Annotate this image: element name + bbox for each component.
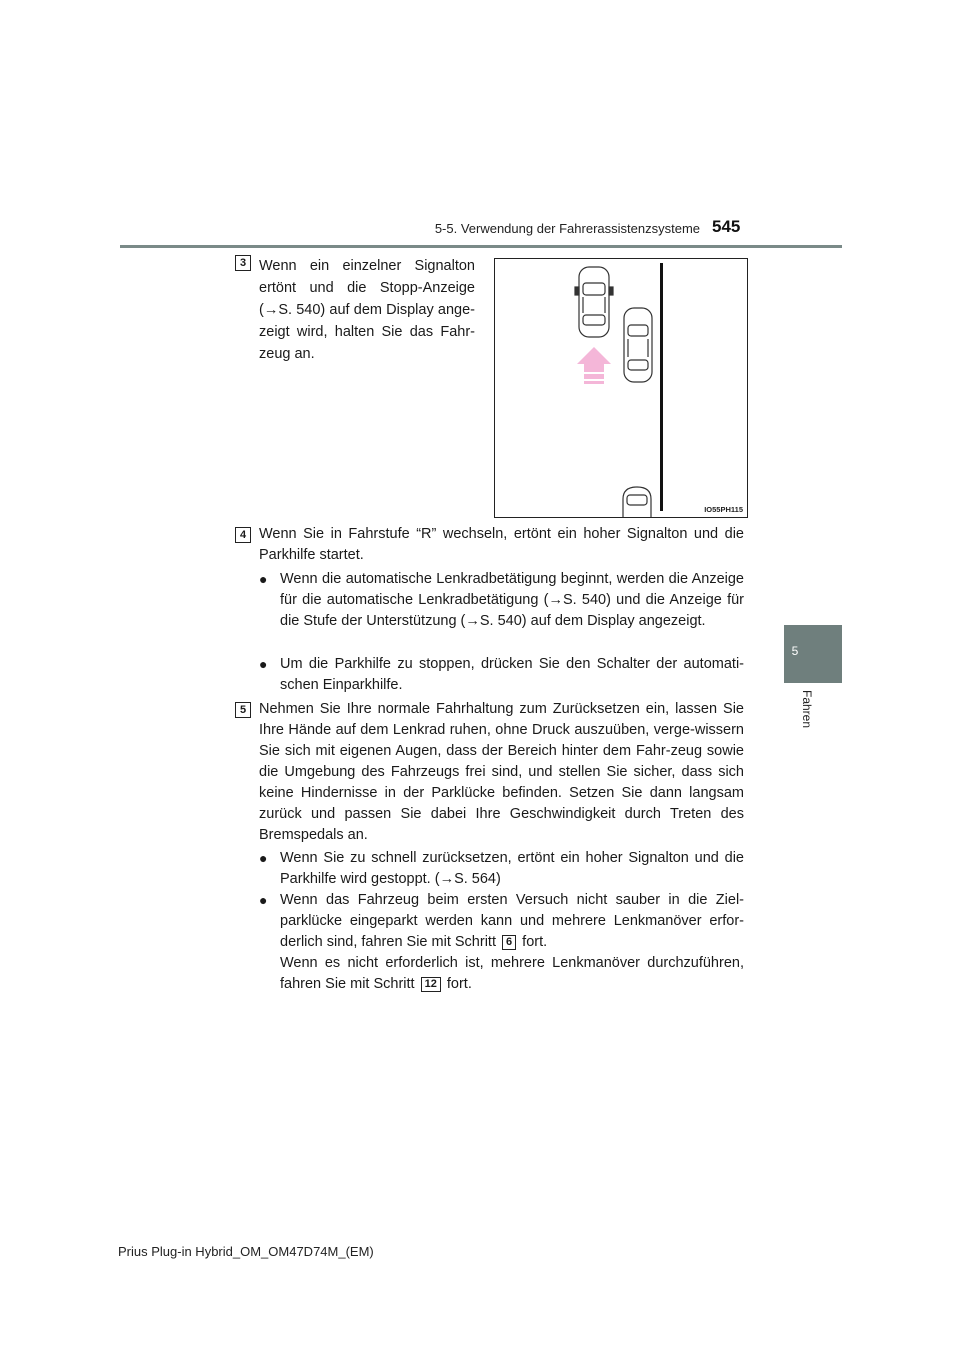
parking-lane-line: [660, 263, 663, 511]
bullet-icon: ●: [259, 571, 268, 587]
footer-doc-id: Prius Plug-in Hybrid_OM_OM47D74M_(EM): [118, 1244, 374, 1259]
step-4-text: Wenn Sie in Fahrstufe “R” wechseln, ertönt ein hoher Signalton und die Parkhilfe startet.: [259, 526, 744, 563]
chapter-number: 5: [791, 644, 799, 658]
own-car-icon: [575, 267, 613, 337]
step-3-text: Wenn ein einzelner Signalton ertönt und die Stopp-Anzeige (→S. 540) auf dem Display ange-zeigt wird, halten Sie das Fahr-zeug an.: [259, 258, 475, 362]
bullet-subtext-end: fort.: [446, 976, 472, 992]
step-4-bullet-1: [259, 569, 744, 632]
bullet-icon: ●: [259, 892, 268, 908]
section-title: 5-5. Verwendung der Fahrerassistenzsysteme: [434, 221, 700, 236]
step-5-text: Nehmen Sie Ihre normale Fahrhaltung zum Zurücksetzen ein, lassen Sie Ihre Hände auf dem Lenkrad ruhen, ohne Druck auszuüben, verge-wissern Sie sich mit eigenen Augen, dass der Bereich hinter dem Fahr-zeug sowie die Umgebung des Fahrzeugs frei sind, und stellen Sie sicher, dass sich keine Hindernisse in der Parklücke befinden. Setzen Sie dann langsam zurück und passen Sie dabei Ihre Geschwindigkeit durch Treten des Bremspedals an.: [259, 701, 744, 843]
step-4-bullet-2: [259, 654, 744, 696]
bullet-text: Um die Parkhilfe zu stoppen, drücken Sie den Schalter der automati-schen Einparkhilfe.: [280, 656, 744, 693]
parking-diagram: [495, 259, 747, 517]
bullet-text: Wenn das Fahrzeug beim ersten Versuch nicht sauber in die Ziel-parklücke eingeparkt werden kann und mehrere Lenkmanöver erfor-derlich sind, fahren Sie mit Schritt: [280, 892, 744, 950]
bullet-icon: ●: [259, 850, 268, 866]
figure-code: IO55PH115: [704, 505, 743, 514]
parking-illustration: [494, 258, 748, 518]
bullet-subtext: Wenn es nicht erforderlich ist, mehrere Lenkmanöver durchzuführen, fahren Sie mit Schritt: [280, 955, 744, 992]
page-number: 545: [712, 217, 741, 236]
bullet-text: Wenn Sie zu schnell zurücksetzen, ertönt ein hoher Signalton und die Parkhilfe wird gestoppt. (→S. 564): [280, 850, 744, 887]
parked-car-icon: [624, 308, 652, 382]
bullet-text: Wenn die automatische Lenkradbetätigung beginnt, werden die Anzeige für die automatische Lenkradbetätigung (→S. 540) und die Anzeige für die Stufe der Unterstützung (→S. 540) auf dem Display angezeigt.: [280, 571, 744, 629]
step-badge-5: 5: [235, 702, 251, 718]
step-5-bullet-1: [259, 848, 744, 890]
rear-car-icon: [623, 487, 651, 517]
chapter-label: Fahren: [800, 690, 814, 729]
step-5-bullet-2: [259, 890, 744, 995]
forward-arrow-icon: [577, 347, 611, 384]
step-ref-12: 12: [421, 977, 441, 992]
bullet-text-end: fort.: [522, 934, 548, 950]
step-ref-6: 6: [502, 935, 516, 950]
bullet-icon: ●: [259, 656, 268, 672]
step-badge-3: 3: [235, 255, 251, 271]
header-divider: [120, 245, 842, 248]
step-badge-4: 4: [235, 527, 251, 543]
